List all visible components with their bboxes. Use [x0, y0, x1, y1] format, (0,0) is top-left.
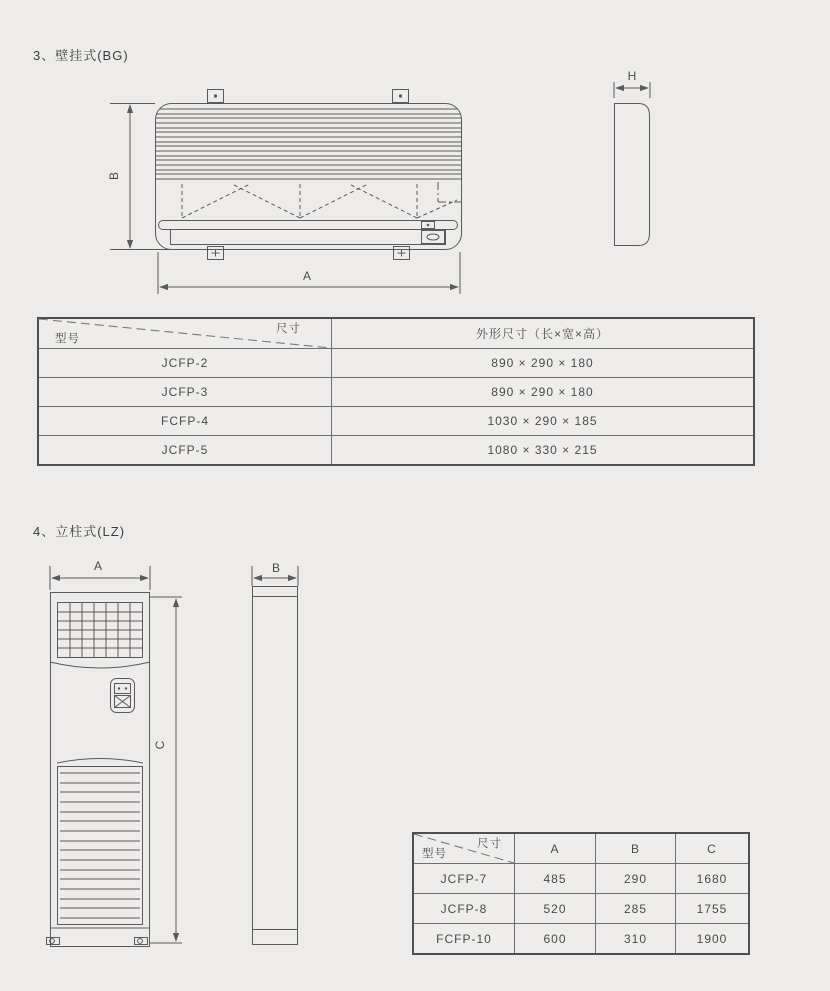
header-col-C: C: [707, 841, 717, 856]
table-row: [39, 406, 753, 435]
value-B: 290: [596, 864, 676, 893]
dim-label-width: A: [93, 559, 103, 573]
dim-label-width: A: [302, 269, 312, 283]
side-view: [614, 69, 650, 246]
header-col-A: A: [515, 834, 596, 863]
table-row: [39, 348, 753, 377]
model-cell: JCFP-5: [39, 436, 332, 464]
table-row: [414, 893, 748, 923]
table-row: [39, 435, 753, 464]
corner-label-model: 型号: [55, 333, 80, 345]
model-cell: JCFP-3: [39, 378, 332, 406]
dim-label-height: C: [153, 740, 167, 750]
value-A: 600: [515, 924, 596, 953]
front-view: [155, 104, 462, 250]
front-view: [47, 559, 183, 947]
dimensions-cell: 890 × 290 × 180: [491, 356, 594, 370]
value-A: 485: [515, 864, 596, 893]
panel-seam-curve: [50, 662, 150, 668]
model-cell: JCFP-8: [414, 894, 515, 923]
dimension-C: [150, 597, 182, 943]
header-dimensions: 外形尺寸（长×宽×高）: [475, 327, 610, 341]
model-cell: JCFP-7: [414, 864, 515, 893]
dim-label-height: B: [107, 171, 121, 181]
dim-label-depth: B: [271, 561, 281, 575]
value-C: 1755: [696, 901, 728, 916]
wall-mounted-dimensions-table: [37, 317, 755, 466]
dimension-A: [158, 252, 460, 294]
value-C: 1900: [696, 931, 728, 946]
table-header-row: [39, 319, 753, 348]
corner-label-size: 尺寸: [276, 323, 301, 335]
table-row: [414, 923, 748, 953]
dimensions-cell: 1080 × 330 × 215: [487, 443, 598, 457]
model-cell: JCFP-2: [39, 349, 332, 377]
value-B: 285: [596, 894, 676, 923]
dimensions-cell: 1030 × 290 × 185: [487, 414, 598, 428]
header-corner-cell: [414, 834, 515, 863]
louver-fins: [155, 109, 462, 179]
corner-label-size: 尺寸: [477, 838, 502, 850]
header-corner-cell: [39, 319, 332, 348]
feet-casters: [47, 938, 148, 945]
table-header-row: [414, 834, 748, 863]
floor-standing-unit-drawing: [30, 550, 320, 970]
side-view: [252, 561, 298, 945]
value-A: 520: [515, 894, 596, 923]
table-row: [414, 863, 748, 893]
air-outlet-flap: [159, 221, 458, 245]
top-outlet-grille: [58, 603, 143, 658]
value-C: 1680: [696, 871, 728, 886]
table-row: [39, 377, 753, 406]
corner-label-model: 型号: [422, 848, 447, 860]
dimensions-cell: 890 × 290 × 180: [491, 385, 594, 399]
model-cell: FCFP-4: [39, 407, 332, 435]
floor-standing-dimensions-table: [412, 832, 750, 955]
air-swing-guides: [182, 184, 457, 218]
control-panel: [111, 679, 135, 713]
value-B: 310: [596, 924, 676, 953]
section-title-wall-mounted: 3、壁挂式(BG): [33, 48, 129, 63]
dim-label-depth: H: [627, 69, 637, 83]
section-title-floor-standing: 4、立柱式(LZ): [33, 524, 126, 539]
return-air-louver: [57, 759, 143, 925]
wall-mounted-unit-drawing: [100, 68, 680, 308]
detail-callout-dashline: [438, 182, 461, 202]
header-col-B: B: [596, 834, 676, 863]
model-cell: FCFP-10: [414, 924, 515, 953]
dimension-B: [107, 104, 185, 250]
